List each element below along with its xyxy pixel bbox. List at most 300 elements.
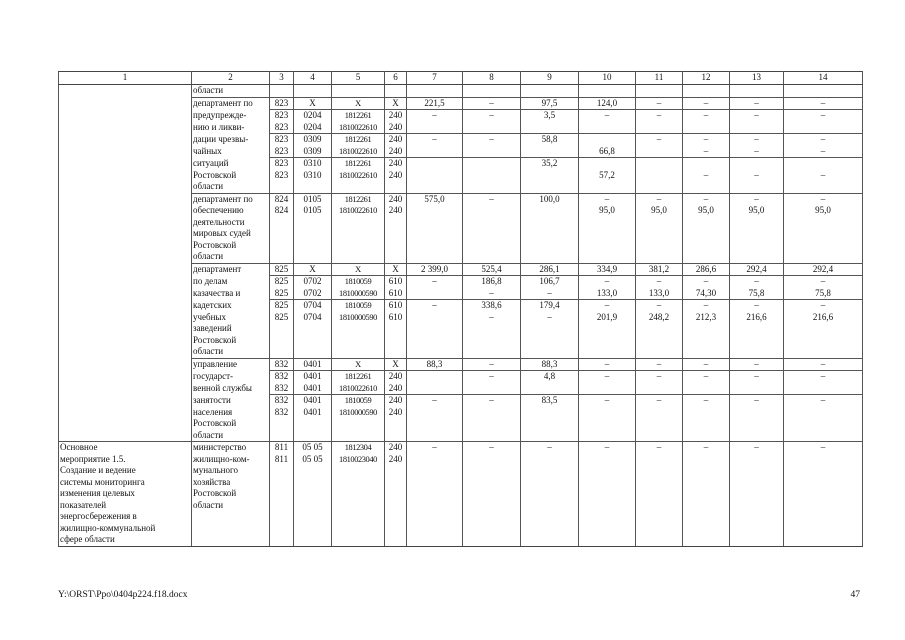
department-cell: предупрежде- — [192, 110, 270, 122]
value-cell — [683, 418, 730, 430]
value-cell — [579, 534, 636, 546]
measure-cell — [59, 371, 192, 383]
value-cell — [730, 181, 784, 193]
value-cell — [294, 335, 332, 347]
value-cell — [683, 122, 730, 134]
value-cell: 0105 — [294, 205, 332, 217]
value-cell — [332, 511, 385, 523]
value-cell: 1812261 — [332, 371, 385, 383]
header-cell: 12 — [683, 72, 730, 85]
value-cell: – — [463, 371, 521, 383]
value-cell: – — [683, 170, 730, 182]
value-cell — [294, 534, 332, 546]
value-cell — [683, 335, 730, 347]
value-cell — [579, 477, 636, 489]
value-cell: 1810023040 — [332, 454, 385, 466]
value-cell — [463, 477, 521, 489]
value-cell: 3,5 — [521, 110, 579, 122]
value-cell: 825 — [270, 263, 294, 276]
value-cell — [385, 418, 407, 430]
value-cell — [407, 217, 463, 229]
value-cell: 823 — [270, 170, 294, 182]
value-cell — [521, 465, 579, 477]
value-cell: 88,3 — [407, 358, 463, 371]
header-cell: 3 — [270, 72, 294, 85]
value-cell: 221,5 — [407, 97, 463, 110]
table-row — [59, 134, 863, 146]
value-cell — [332, 418, 385, 430]
value-cell: 240 — [385, 170, 407, 182]
value-cell — [683, 158, 730, 170]
value-cell: 216,6 — [784, 312, 863, 324]
value-cell — [385, 346, 407, 358]
value-cell: – — [683, 110, 730, 122]
value-cell — [463, 181, 521, 193]
value-cell — [463, 523, 521, 535]
value-cell — [521, 146, 579, 158]
table-row — [59, 477, 863, 489]
value-cell: – — [730, 442, 784, 454]
value-cell — [730, 418, 784, 430]
value-cell — [636, 430, 683, 442]
measure-cell — [59, 205, 192, 217]
measure-cell — [59, 158, 192, 170]
value-cell: 292,4 — [730, 263, 784, 276]
value-cell — [636, 500, 683, 512]
department-cell: департамент по — [192, 193, 270, 205]
value-cell: 823 — [270, 146, 294, 158]
value-cell: 05 05 — [294, 454, 332, 466]
department-cell: дации чрезвы- — [192, 134, 270, 146]
value-cell: 240 — [385, 146, 407, 158]
value-cell — [521, 170, 579, 182]
value-cell — [521, 251, 579, 263]
value-cell: 100,0 — [521, 193, 579, 205]
value-cell — [521, 335, 579, 347]
value-cell — [730, 500, 784, 512]
value-cell — [407, 534, 463, 546]
value-cell — [579, 346, 636, 358]
table-row — [59, 442, 863, 454]
value-cell — [579, 85, 636, 98]
department-cell: Ростовской — [192, 240, 270, 252]
value-cell — [683, 383, 730, 395]
table-row — [59, 228, 863, 240]
value-cell: – — [636, 110, 683, 122]
value-cell — [385, 228, 407, 240]
value-cell — [385, 488, 407, 500]
value-cell: 525,4 — [463, 263, 521, 276]
value-cell: – — [784, 395, 863, 407]
table-row — [59, 465, 863, 477]
department-cell: Ростовской — [192, 335, 270, 347]
value-cell — [521, 500, 579, 512]
value-cell: 75,8 — [730, 288, 784, 300]
value-cell: 610 — [385, 276, 407, 288]
value-cell — [332, 240, 385, 252]
department-cell: ситуаций — [192, 158, 270, 170]
department-cell: казачества и — [192, 288, 270, 300]
value-cell: – — [463, 134, 521, 146]
measure-cell — [59, 335, 192, 347]
measure-cell — [59, 170, 192, 182]
value-cell: 832 — [270, 371, 294, 383]
value-cell: 88,3 — [521, 358, 579, 371]
value-cell — [270, 217, 294, 229]
value-cell — [521, 323, 579, 335]
value-cell — [385, 430, 407, 442]
table-row — [59, 371, 863, 383]
measure-cell: сфере области — [59, 534, 192, 546]
value-cell: 35,2 — [521, 158, 579, 170]
value-cell: – — [784, 134, 863, 146]
department-cell: венной службы — [192, 383, 270, 395]
value-cell — [332, 534, 385, 546]
department-cell: области — [192, 181, 270, 193]
value-cell — [784, 323, 863, 335]
value-cell: 97,5 — [521, 97, 579, 110]
value-cell: 216,6 — [730, 312, 784, 324]
value-cell — [636, 523, 683, 535]
value-cell: 1810022610 — [332, 146, 385, 158]
value-cell — [332, 251, 385, 263]
value-cell: 1812261 — [332, 158, 385, 170]
value-cell: – — [683, 193, 730, 205]
value-cell — [683, 430, 730, 442]
value-cell — [579, 335, 636, 347]
value-cell: 0310 — [294, 170, 332, 182]
value-cell: 1810022610 — [332, 170, 385, 182]
value-cell: 1810059 — [332, 300, 385, 312]
value-cell: 201,9 — [579, 312, 636, 324]
value-cell: – — [683, 395, 730, 407]
measure-cell: показателей — [59, 500, 192, 512]
value-cell: 95,0 — [730, 205, 784, 217]
value-cell: 610 — [385, 312, 407, 324]
value-cell — [407, 511, 463, 523]
measure-cell: системы мониторинга — [59, 477, 192, 489]
value-cell — [521, 228, 579, 240]
value-cell: – — [683, 134, 730, 146]
value-cell — [407, 407, 463, 419]
value-cell — [521, 477, 579, 489]
value-cell — [636, 146, 683, 158]
value-cell: 248,2 — [636, 312, 683, 324]
value-cell: 4,8 — [521, 371, 579, 383]
value-cell — [294, 228, 332, 240]
value-cell — [579, 511, 636, 523]
value-cell — [270, 323, 294, 335]
value-cell — [270, 251, 294, 263]
value-cell — [579, 158, 636, 170]
value-cell: 811 — [270, 442, 294, 454]
value-cell: 240 — [385, 454, 407, 466]
value-cell: – — [683, 300, 730, 312]
value-cell — [463, 418, 521, 430]
value-cell — [332, 488, 385, 500]
value-cell — [463, 240, 521, 252]
value-cell: – — [784, 193, 863, 205]
measure-cell — [59, 300, 192, 312]
value-cell — [730, 407, 784, 419]
value-cell: 825 — [270, 300, 294, 312]
value-cell: 05 05 — [294, 442, 332, 454]
value-cell — [407, 454, 463, 466]
value-cell: 1810000590 — [332, 312, 385, 324]
table-row — [59, 346, 863, 358]
value-cell — [294, 251, 332, 263]
value-cell — [636, 418, 683, 430]
value-cell — [521, 85, 579, 98]
value-cell — [730, 534, 784, 546]
table-row — [59, 323, 863, 335]
value-cell — [784, 511, 863, 523]
table-row — [59, 288, 863, 300]
header-cell: 13 — [730, 72, 784, 85]
measure-cell — [59, 240, 192, 252]
value-cell — [784, 454, 863, 466]
measure-cell — [59, 97, 192, 110]
value-cell: 286,6 — [683, 263, 730, 276]
value-cell: – — [521, 288, 579, 300]
value-cell — [463, 122, 521, 134]
value-cell — [407, 418, 463, 430]
value-cell — [521, 122, 579, 134]
value-cell: 823 — [270, 110, 294, 122]
value-cell: 1810059 — [332, 276, 385, 288]
value-cell — [407, 146, 463, 158]
header-cell: 7 — [407, 72, 463, 85]
table-row — [59, 181, 863, 193]
value-cell: – — [463, 193, 521, 205]
value-cell: 1810000590 — [332, 407, 385, 419]
department-cell: управление — [192, 358, 270, 371]
value-cell — [579, 488, 636, 500]
value-cell: 0309 — [294, 134, 332, 146]
value-cell: – — [579, 442, 636, 454]
value-cell: – — [636, 300, 683, 312]
table-row — [59, 488, 863, 500]
value-cell — [270, 335, 294, 347]
value-cell — [521, 383, 579, 395]
value-cell: 95,0 — [579, 205, 636, 217]
department-cell: области — [192, 85, 270, 98]
value-cell — [385, 500, 407, 512]
value-cell — [579, 228, 636, 240]
value-cell — [270, 465, 294, 477]
value-cell — [463, 407, 521, 419]
value-cell — [579, 122, 636, 134]
value-cell — [730, 488, 784, 500]
value-cell — [270, 477, 294, 489]
value-cell: 133,0 — [636, 288, 683, 300]
value-cell — [730, 228, 784, 240]
value-cell — [332, 335, 385, 347]
value-cell: – — [784, 358, 863, 371]
table-row — [59, 407, 863, 419]
value-cell — [784, 122, 863, 134]
value-cell: – — [579, 300, 636, 312]
value-cell: 0401 — [294, 407, 332, 419]
value-cell — [579, 134, 636, 146]
department-cell: нию и ликви- — [192, 122, 270, 134]
table-row — [59, 276, 863, 288]
table-row — [59, 85, 863, 98]
value-cell — [730, 335, 784, 347]
department-cell: хозяйства — [192, 477, 270, 489]
measure-cell: изменения целевых — [59, 488, 192, 500]
table-row — [59, 240, 863, 252]
value-cell: – — [636, 371, 683, 383]
value-cell — [636, 346, 683, 358]
value-cell: 58,8 — [521, 134, 579, 146]
measure-cell — [59, 122, 192, 134]
value-cell: 240 — [385, 395, 407, 407]
value-cell: 74,30 — [683, 288, 730, 300]
value-cell — [463, 217, 521, 229]
value-cell — [579, 407, 636, 419]
value-cell: – — [579, 395, 636, 407]
value-cell — [407, 181, 463, 193]
value-cell — [463, 158, 521, 170]
value-cell: 240 — [385, 193, 407, 205]
measure-cell — [59, 407, 192, 419]
value-cell: – — [407, 110, 463, 122]
value-cell — [463, 335, 521, 347]
value-cell: – — [730, 97, 784, 110]
value-cell — [636, 217, 683, 229]
value-cell: 95,0 — [784, 205, 863, 217]
value-cell — [636, 85, 683, 98]
value-cell: 334,9 — [579, 263, 636, 276]
department-cell: области — [192, 251, 270, 263]
value-cell: 0401 — [294, 358, 332, 371]
page-number: 47 — [850, 590, 860, 600]
value-cell — [270, 523, 294, 535]
value-cell — [294, 418, 332, 430]
value-cell — [579, 323, 636, 335]
value-cell: – — [730, 371, 784, 383]
value-cell — [270, 228, 294, 240]
value-cell: – — [407, 276, 463, 288]
value-cell: 1810059 — [332, 395, 385, 407]
value-cell: – — [683, 371, 730, 383]
value-cell — [385, 534, 407, 546]
value-cell — [332, 346, 385, 358]
table-row — [59, 170, 863, 182]
value-cell: 0401 — [294, 371, 332, 383]
department-cell — [192, 534, 270, 546]
value-cell — [784, 465, 863, 477]
value-cell — [784, 85, 863, 98]
value-cell — [521, 523, 579, 535]
value-cell: 186,8 — [463, 276, 521, 288]
value-cell — [636, 511, 683, 523]
value-cell — [784, 407, 863, 419]
value-cell — [294, 85, 332, 98]
value-cell: 1810000590 — [332, 288, 385, 300]
value-cell: 240 — [385, 122, 407, 134]
value-cell — [730, 511, 784, 523]
value-cell — [784, 335, 863, 347]
value-cell — [463, 85, 521, 98]
value-cell — [521, 346, 579, 358]
value-cell — [385, 511, 407, 523]
measure-cell — [59, 263, 192, 276]
value-cell: Х — [385, 358, 407, 371]
value-cell — [463, 465, 521, 477]
value-cell: 240 — [385, 110, 407, 122]
value-cell: 832 — [270, 383, 294, 395]
value-cell: – — [463, 358, 521, 371]
table-row — [59, 500, 863, 512]
value-cell: – — [636, 442, 683, 454]
department-cell: занятости — [192, 395, 270, 407]
file-path: Y:\ORST\Ppo\0404p224.f18.docx — [58, 590, 188, 600]
value-cell — [407, 371, 463, 383]
value-cell — [385, 477, 407, 489]
value-cell — [784, 181, 863, 193]
value-cell — [407, 85, 463, 98]
value-cell: Х — [332, 358, 385, 371]
measure-cell — [59, 217, 192, 229]
value-cell: – — [579, 193, 636, 205]
value-cell — [521, 217, 579, 229]
value-cell — [407, 323, 463, 335]
table-row — [59, 251, 863, 263]
value-cell — [683, 477, 730, 489]
value-cell — [521, 205, 579, 217]
value-cell — [521, 454, 579, 466]
value-cell — [332, 181, 385, 193]
value-cell: 0401 — [294, 395, 332, 407]
value-cell — [294, 511, 332, 523]
value-cell: – — [463, 288, 521, 300]
value-cell — [730, 122, 784, 134]
value-cell: – — [784, 97, 863, 110]
value-cell — [463, 251, 521, 263]
value-cell: Х — [332, 97, 385, 110]
value-cell — [463, 430, 521, 442]
table-row — [59, 312, 863, 324]
value-cell: – — [407, 395, 463, 407]
value-cell — [332, 465, 385, 477]
value-cell — [784, 477, 863, 489]
measure-cell — [59, 323, 192, 335]
value-cell: – — [579, 110, 636, 122]
value-cell: 0704 — [294, 300, 332, 312]
value-cell: – — [463, 442, 521, 454]
value-cell — [683, 251, 730, 263]
header-cell: 8 — [463, 72, 521, 85]
value-cell: 240 — [385, 442, 407, 454]
value-cell — [579, 217, 636, 229]
value-cell — [407, 251, 463, 263]
value-cell — [463, 146, 521, 158]
value-cell: 832 — [270, 407, 294, 419]
value-cell — [683, 407, 730, 419]
value-cell: – — [730, 300, 784, 312]
value-cell — [332, 217, 385, 229]
value-cell: 832 — [270, 395, 294, 407]
value-cell — [270, 346, 294, 358]
department-cell: области — [192, 346, 270, 358]
value-cell — [636, 465, 683, 477]
value-cell: Х — [385, 97, 407, 110]
value-cell — [784, 383, 863, 395]
value-cell: – — [579, 276, 636, 288]
department-cell: по делам — [192, 276, 270, 288]
